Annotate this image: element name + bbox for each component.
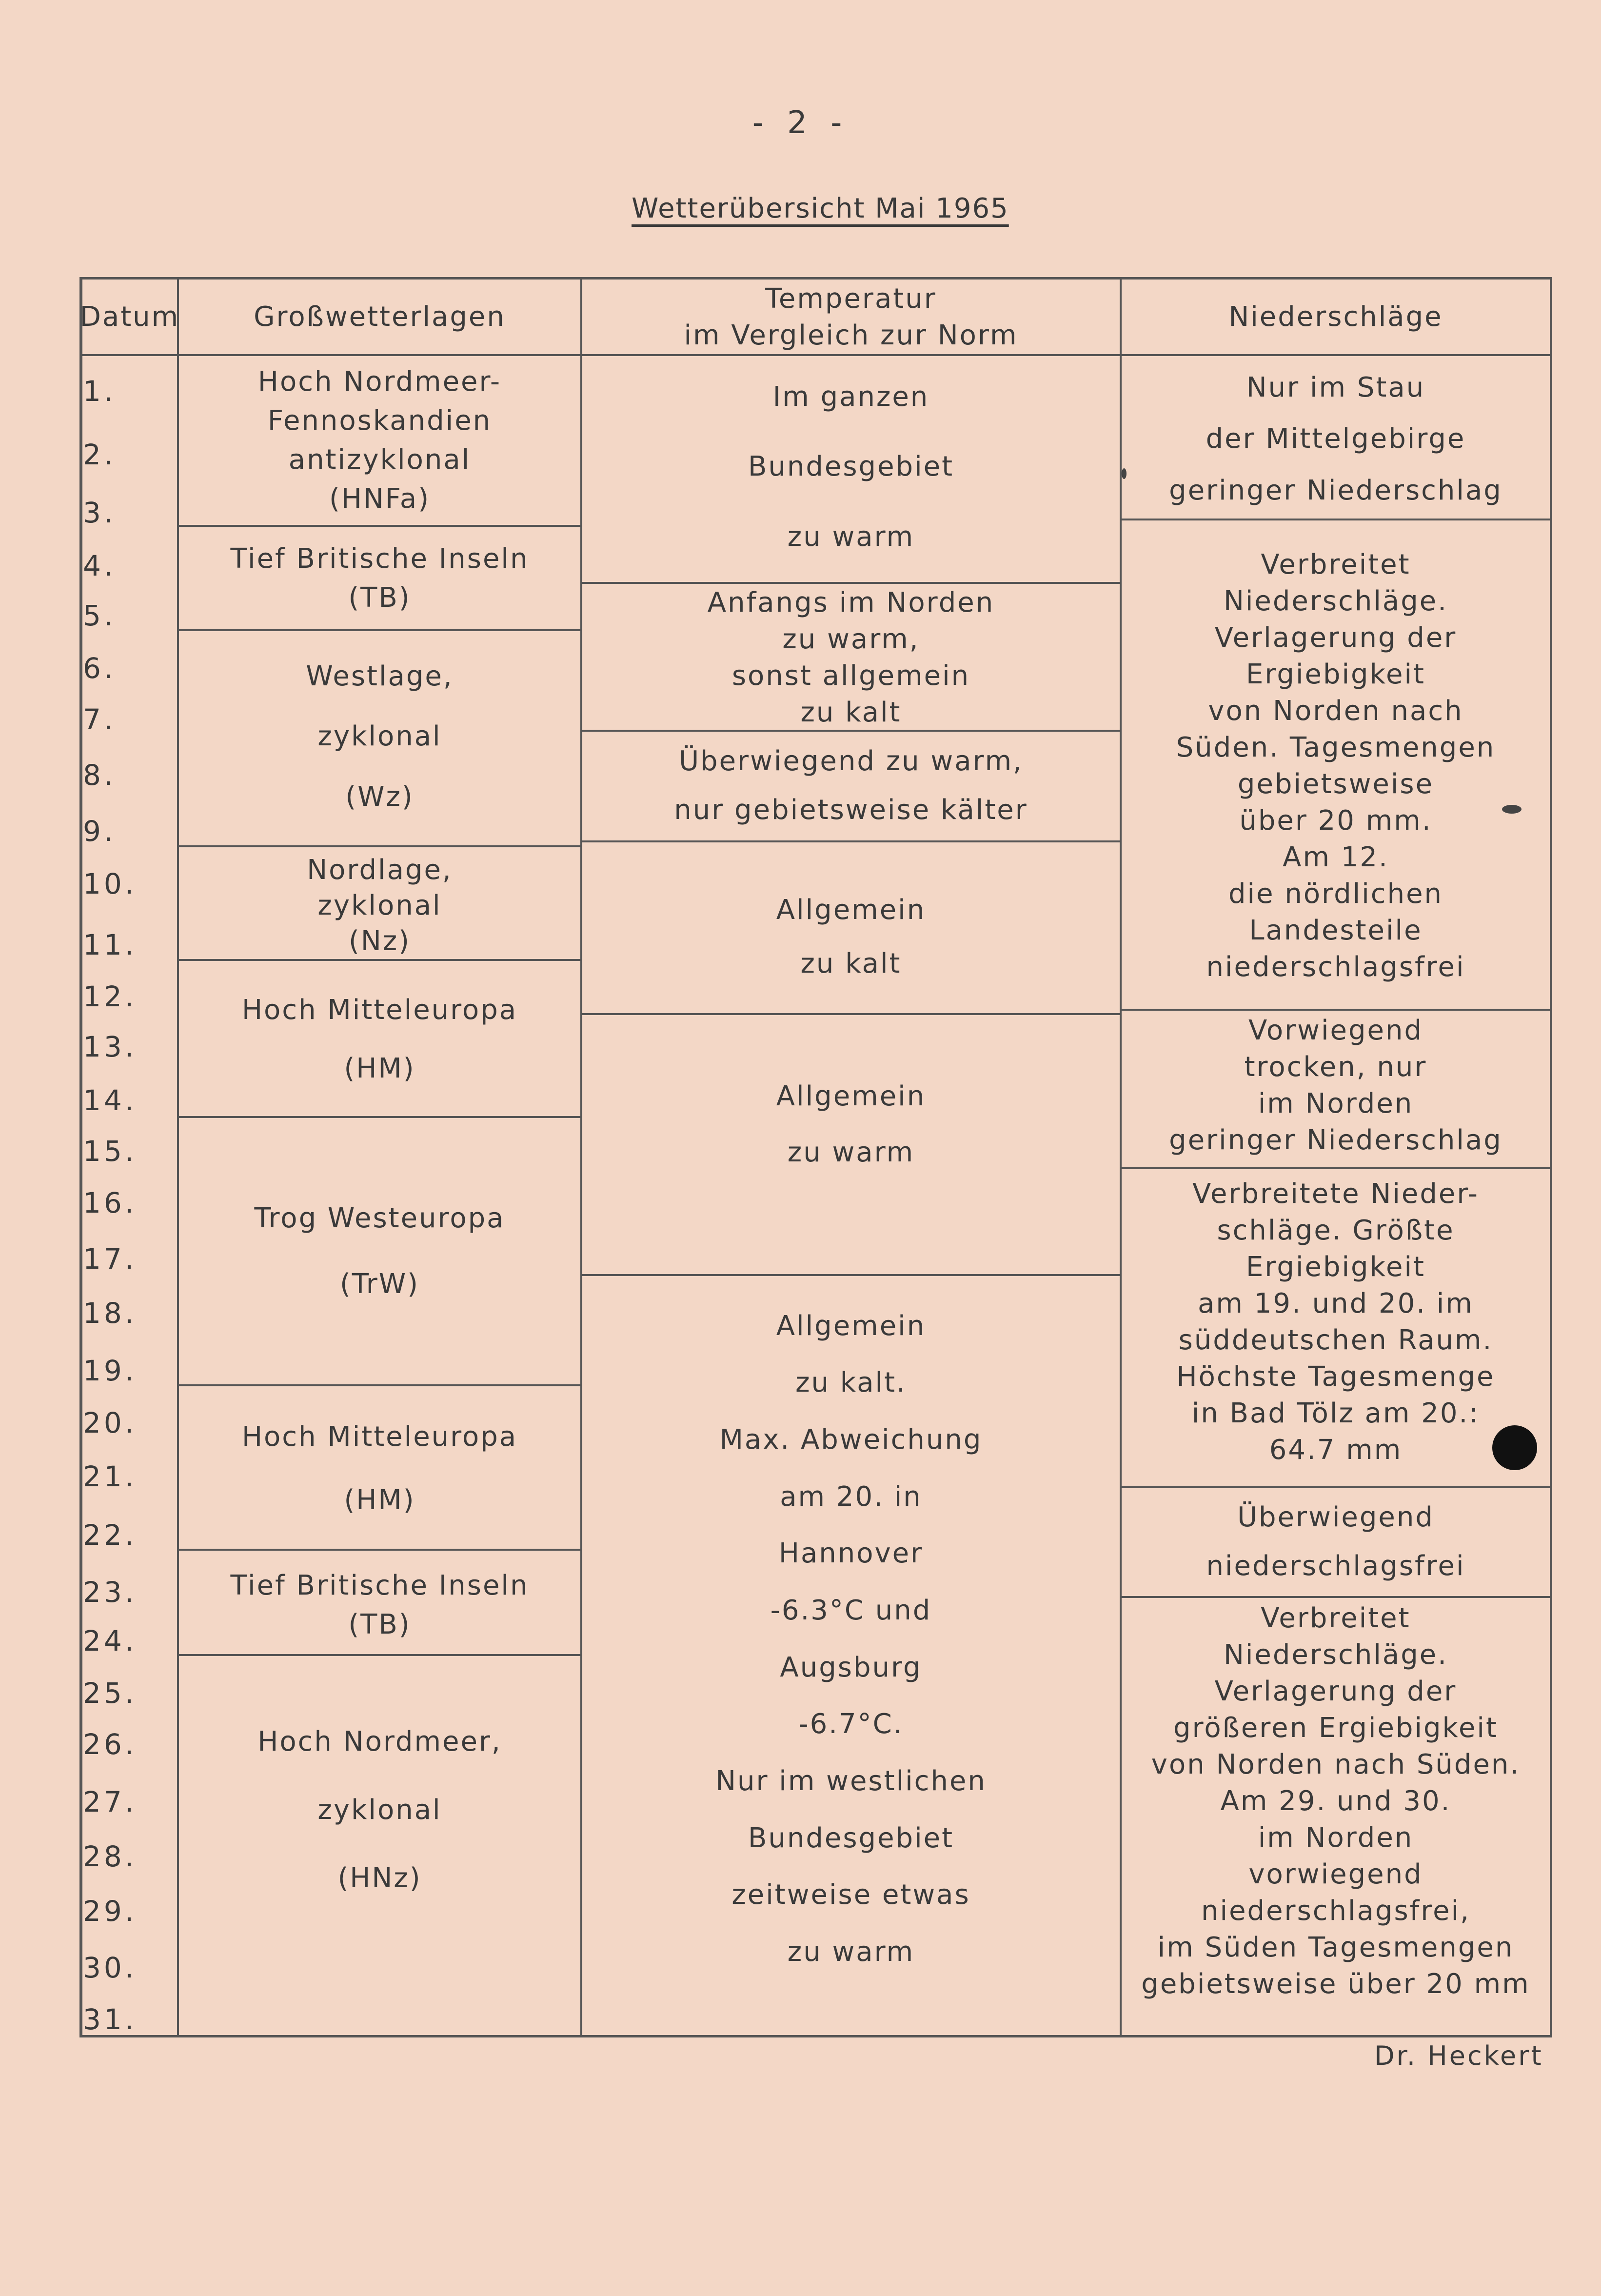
day-number: 15.: [83, 1135, 137, 1168]
niederschlag-cell: Verbreitet Niederschläge. Verlagerung der größeren Ergiebigkeit von Norden nach Süden. Am 29. und 30. im Norden vorwiegend niederschlagsfrei, im Süden Tagesmengen gebietsweise über 20 mm: [1141, 1602, 1530, 2000]
day-number: 2.: [83, 438, 116, 471]
day-number: 6.: [83, 652, 116, 685]
day-number: 26.: [83, 1728, 137, 1761]
temperatur-cell: Allgemein zu kalt. Max. Abweichung am 20. in Hannover -6.3°C und Augsburg -6.7°C. Nur im westlichen Bundesgebiet zeitweise etwas zu warm: [715, 1310, 987, 1968]
wetterlage-cell: Nordlage, zyklonal (Nz): [307, 854, 453, 957]
day-number: 24.: [83, 1624, 137, 1657]
day-number: 18.: [83, 1297, 137, 1330]
header-temperatur: Temperatur im Vergleich zur Norm: [684, 282, 1018, 351]
page-title: Wetterübersicht Mai 1965: [632, 193, 1009, 224]
niederschlag-cell: Verbreitete Nieder- schläge. Größte Ergiebigkeit am 19. und 20. im süddeutschen Raum. Höchste Tagesmenge in Bad Tölz am 20.: 64.7 mm: [1176, 1178, 1495, 1466]
day-number: 16.: [83, 1186, 137, 1219]
day-number: 22.: [83, 1518, 137, 1552]
wetterlage-cell: Hoch Nordmeer, zyklonal (HNz): [257, 1725, 502, 1894]
day-number: 8.: [83, 759, 116, 792]
day-number: 4.: [83, 549, 116, 582]
day-number: 25.: [83, 1677, 137, 1710]
header-niederschlaege: Niederschläge: [1228, 301, 1443, 333]
day-number: 30.: [83, 1951, 137, 1984]
ink-smudge: [1502, 805, 1522, 814]
wetterlage-cell: Tief Britische Inseln (TB): [230, 542, 529, 614]
day-number: 27.: [83, 1785, 137, 1818]
day-number: 28.: [83, 1840, 137, 1873]
ink-speck: [1122, 468, 1127, 479]
day-number: 9.: [83, 815, 116, 848]
day-number: 12.: [83, 980, 137, 1013]
day-number: 7.: [83, 703, 116, 736]
day-number: 21.: [83, 1460, 137, 1493]
temperatur-cell: Anfangs im Norden zu warm, sonst allgemein zu kalt: [707, 587, 995, 728]
niederschlag-cell: Nur im Stau der Mittelgebirge geringer Niederschlag: [1169, 372, 1502, 506]
temperatur-cell: Überwiegend zu warm, nur gebietsweise kälter: [674, 745, 1028, 826]
day-number: 29.: [83, 1895, 137, 1928]
day-number: 23.: [83, 1576, 137, 1609]
wetterlage-cell: Westlage, zyklonal (Wz): [306, 660, 454, 813]
day-number: 19.: [83, 1354, 137, 1387]
header-grosswetterlagen: Großwetterlagen: [254, 301, 506, 333]
page-number: - 2 -: [752, 105, 849, 141]
header-datum: Datum: [79, 301, 180, 333]
wetterlage-cell: Hoch Nordmeer- Fennoskandien antizyklonal (HNFa): [257, 365, 502, 515]
wetterlage-cell: Trog Westeuropa (TrW): [254, 1202, 505, 1300]
day-number: 20.: [83, 1406, 137, 1439]
day-number: 1.: [83, 375, 116, 408]
niederschlag-cell: Verbreitet Niederschläge. Verlagerung der Ergiebigkeit von Norden nach Süden. Tagesmengen gebietsweise über 20 mm. Am 12. die nördlichen Landesteile niederschlagsfrei: [1176, 549, 1496, 983]
day-number: 11.: [83, 928, 137, 961]
wetterlage-cell: Hoch Mitteleuropa (HM): [241, 994, 518, 1084]
wetterlage-cell: Tief Britische Inseln (TB): [230, 1569, 529, 1640]
day-number: 3.: [83, 496, 116, 529]
hole-punch-mark: [1492, 1425, 1537, 1470]
temperatur-cell: Allgemein zu kalt: [776, 894, 926, 979]
signature: Dr. Heckert: [1374, 2040, 1543, 2071]
niederschlag-cell: Vorwiegend trocken, nur im Norden geringer Niederschlag: [1169, 1015, 1502, 1156]
day-number: 13.: [83, 1030, 137, 1063]
day-number: 10.: [83, 867, 137, 900]
day-number: 5.: [83, 599, 116, 632]
wetterlage-cell: Hoch Mitteleuropa (HM): [241, 1420, 518, 1516]
day-number: 14.: [83, 1084, 137, 1117]
day-number: 17.: [83, 1242, 137, 1276]
temperatur-cell: Im ganzen Bundesgebiet zu warm: [748, 381, 954, 553]
niederschlag-cell: Überwiegend niederschlagsfrei: [1206, 1501, 1465, 1582]
temperatur-cell: Allgemein zu warm: [776, 1080, 926, 1168]
day-number: 31.: [83, 2003, 137, 2036]
